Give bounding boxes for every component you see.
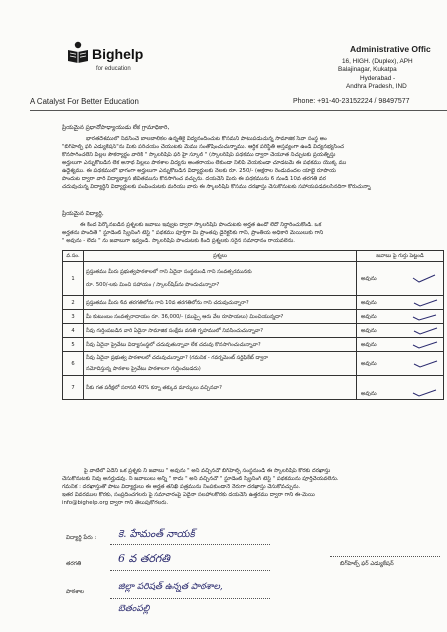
class-value[interactable]: 6 వ తరగతి xyxy=(118,552,170,565)
row-number: 7 xyxy=(63,376,84,400)
bighelp-logo-icon xyxy=(66,40,90,64)
para-line: "బిగ్‌హెల్ప్ ఫర్ ఎడ్యుకేషన్"ను మీకు పరిచయం చేయుటకు మేము సంతోషించుచున్నాము. ఆర్థిక పరిస్థితి అస్తవ్యంగా ఉండి విద్యనభ్యసించ xyxy=(62,144,345,150)
row-question xyxy=(84,376,357,400)
table-row xyxy=(63,376,444,400)
student-name-value[interactable]: కె. హేమంత్ నాయక్ xyxy=(118,529,195,540)
address-line: 16, HIGH. (Duplex), APH xyxy=(342,57,413,65)
address-line: Hyderabad - xyxy=(360,74,396,82)
address-line: Andhra Pradesh, IND xyxy=(346,83,407,91)
address-line: Balajinagar, Kukatpa xyxy=(338,66,397,74)
note-line: గమనిక : దరఖాస్తుతో పాటు విద్యార్థులు ఈ అర్హత తనిఖీ పత్రమును నింపకుండానే నేరుగా దరఖాస్తు చేసుకోవచ్చును. xyxy=(62,484,301,490)
tagline: A Catalyst For Better Education xyxy=(30,97,139,106)
question-line: నీవు ఏదైనా ప్రభుత్వ పాఠశాలలో చదువుచున్నావా? (గమనిక - గవర్నమెంట్ సర్టిఫికేట్ ద్వారా xyxy=(86,355,269,361)
answer-yes: అవును xyxy=(361,275,377,282)
salutation-headmaster: ప్రియమైన ప్రధానోపాధ్యాయుడు లేక గ్రామాధికారి, xyxy=(62,125,170,131)
para-line: చదువుచున్న విద్యార్థినీ విద్యార్థులకు పంపించుటకు మరియు వారు ఈ స్కాలర్‌షిప్ కోసము దరఖాస్తు చేసుకొనుటకు సహాయపడవలసినదిగా కోరుచున్నా xyxy=(62,184,371,190)
brand-name: Bighelp xyxy=(92,46,144,62)
school-line xyxy=(110,598,270,599)
para-line: అర్హులుగా ఎన్నుకోబడిన లేక అనాథ పిల్లలు పాఠశాల విద్యను అంతరాయం లేకుండా నిలిపి వేయకుండా చూడటమే ఈ పథకము యొక్క ము xyxy=(62,160,347,166)
contact-line: info@bighelp.org ద్వారా గాని తెలుపుకోగలరు. xyxy=(62,500,169,506)
school-value[interactable]: జిల్లా పరిషత్ ఉన్నత పాఠశాల, xyxy=(118,582,223,592)
table-row xyxy=(63,324,444,338)
para-line: భారతదేశములో నివసించే బాలబాలికల ఉన్నతికై విద్యనందించుట కోసమని పాటుపడుచున్న సామాజిక సేవా సంస్థ అం xyxy=(86,136,327,142)
question-line: నీకు గత పరీక్షలో సరాసరి 40% కన్నా తక్కువ మార్కులు వచ్చినవా? xyxy=(86,384,222,391)
row-number: 4 xyxy=(63,324,84,338)
answer-cell[interactable] xyxy=(357,296,444,310)
question-line: మీ కుటుంబం సంవత్సరాదాయం రూ. 36,000/- (ముప్పై ఆరు వేల రూపాయలు) మించియున్నదా? xyxy=(86,313,284,320)
note-line: పై వాటిలో ఏదేని ఒక ప్రశ్నకు నీ జవాబు " అవును " అని వచ్చినచో బిగ్‌హెల్ప్ సంస్థనుండి ఈ స్కాలర్‌షిప్ కొరకు దరఖాస్తు xyxy=(84,468,331,474)
row-number: 3 xyxy=(63,310,84,324)
handwritten-tick-icon xyxy=(411,298,441,308)
question-line: నీవు ఏదైనా ప్రైవేటు విద్యాసంస్థలో చదువుతున్నావా లేక చదువు కొనసాగించుచున్నావా? xyxy=(86,341,261,348)
class-label: తరగతి xyxy=(66,561,82,567)
para-line: ఈ కింద పేర్కొనబడిన ప్రశ్నలకు జవాబు ఇవ్వుట ద్వారా స్కాలర్‌షిప్ పొందుటకు అర్హత ఉందో లేదో నిర్ధారించుకోండి. ఒక xyxy=(80,222,322,228)
answer-yes: అవును xyxy=(361,299,377,306)
answer-cell[interactable] xyxy=(357,324,444,338)
row-question xyxy=(84,324,357,338)
table-row xyxy=(63,338,444,352)
answer-cell[interactable] xyxy=(357,338,444,352)
table-row xyxy=(63,262,444,296)
handwritten-tick-icon xyxy=(411,340,441,350)
answer-yes: అవును xyxy=(361,390,377,397)
eligibility-table xyxy=(62,250,444,400)
answer-cell[interactable] xyxy=(357,262,444,296)
school-label: పాఠశాల xyxy=(66,589,84,595)
answer-cell[interactable] xyxy=(357,352,444,376)
row-question xyxy=(84,338,357,352)
handwritten-tick-icon xyxy=(411,274,441,284)
table-row xyxy=(63,296,444,310)
para-line: పొందుట ద్వారా వారి విద్యాభ్యాస జీవితమును కొనసాగించ వచ్చును. దయచేసి మీరు ఈ పథకమును 6 నుండి 10వ తరగతి వర xyxy=(62,176,326,182)
col-header-serial: వ.సం. xyxy=(63,251,84,262)
row-number: 6 xyxy=(63,352,84,376)
salutation-student: ప్రియమైన విద్యార్థి, xyxy=(62,211,104,217)
office-title: Administrative Offic xyxy=(350,45,431,54)
question-line: రూ. 500/-లకు మించి సహాయం / స్కాలర్‌షిప్‌ను పొందుచున్నారా? xyxy=(86,282,220,288)
row-number: 2 xyxy=(63,296,84,310)
signature-label: బిగ్‌హెల్ప్ ఫర్ ఎడ్యుకేషన్ xyxy=(340,561,394,567)
question-line: నీవు గుర్తింపబడిన వారి ఏదైనా సామాజిక సంక్షేమ వసతి గృహములో నివసించుచున్నావా? xyxy=(86,327,263,334)
row-question xyxy=(84,296,357,310)
note-line: ఇతర వివరముల కొరకు, సంప్రదించగలరు పై సమాచారంపై ఏదైనా సలహాలకొరకు దయచేసి ఉత్తరము ద్వారా గాని ఈ-మెయి xyxy=(62,492,315,498)
para-line: కొనసాగించలేని పిల్లల సౌకర్యార్థం వారికి " స్కాలర్‌షిప్ ఫర్ హై స్కూల్ " (స్కాలర్‌షిప్ పథకము ద్వారా చేయూత నిచ్చుటకు ప్రయత్నిస్తు xyxy=(62,152,336,158)
row-number: 1 xyxy=(63,262,84,296)
para-line: అర్హతను పొందితే " స్టూడెంట్ స్క్రీనింగ్ టెస్ట్ " పథకము పూర్తిగా మీ ప్రాంతపు డైరెక్టర్‌కు గాని, ప్రాంతీయ అధికారి మెయిలుకు గాని xyxy=(62,230,324,236)
signature-line xyxy=(330,556,440,557)
row-question xyxy=(84,310,357,324)
answer-cell[interactable] xyxy=(357,310,444,324)
handwritten-tick-icon xyxy=(411,359,441,369)
answer-yes: అవును xyxy=(361,313,377,320)
answer-yes: అవును xyxy=(361,341,377,348)
student-name-label: విద్యార్థి పేరు : xyxy=(66,535,97,541)
para-line: ఉద్దేశ్యము. ఈ పథకములో భాగంగా అర్హులుగా ఎన్నుకోబడిన విద్యార్థులకు నెలకు రూ. 250/- (అక్షరాల రెండువందల యాభై రూపాయ xyxy=(62,168,336,174)
answer-cell[interactable] xyxy=(357,376,444,400)
handwritten-tick-icon xyxy=(411,388,441,398)
class-line xyxy=(110,570,270,571)
student-name-line xyxy=(110,544,270,545)
question-line: ప్రస్తుతము మీరు ప్రభుత్వపాఠశాలలో గాని ఏదైనా సంస్థనుండి గాని సంవత్సరమునకు xyxy=(86,269,252,275)
table-row xyxy=(63,310,444,324)
brand-subtitle: for education xyxy=(96,66,131,72)
answer-yes: అవును xyxy=(361,360,377,367)
table-header-row xyxy=(63,251,444,262)
table-row xyxy=(63,352,444,376)
col-header-answer: జవాబు పై గుర్తు పెట్టండి xyxy=(357,251,444,262)
row-number: 5 xyxy=(63,338,84,352)
col-header-questions: ప్రశ్నలు xyxy=(84,251,357,262)
row-question xyxy=(84,352,357,376)
handwritten-tick-icon xyxy=(411,312,441,322)
note-line: చేసుకొనుటకు నీవు అనర్హుడవు. నీ జవాబులు అన్నీ " కాదు " అని వచ్చినచో " స్టూడెంట్ స్క్రీనింగ్ టెస్ట్ " పథకమును పూర్తిచేయవలెను. xyxy=(62,476,339,482)
school-value-line2[interactable]: బెతంపల్లి xyxy=(118,604,150,614)
row-question xyxy=(84,262,357,296)
office-phone: Phone: +91-40-23152224 / 98497577 xyxy=(293,98,410,105)
question-line: ప్రస్తుతము మీరు 6వ తరగతిలోను గాని 10వ తరగతిలోను గాని చదువుచున్నారా? xyxy=(86,299,249,306)
office-address xyxy=(330,45,447,92)
answer-yes: అవును xyxy=(361,327,377,334)
header-divider xyxy=(30,110,447,111)
handwritten-tick-icon xyxy=(411,326,441,336)
question-line: నమోదిస్తున్న పాఠశాల ప్రైవేటు పాఠశాలగా గుర్తించబడదు) xyxy=(86,366,201,372)
para-line: " అవును - లేదు " ను జవాబుగా ఇవ్వండి. స్కాలర్‌షిప్ పొందుటకు కింది ప్రశ్నలకు సరైన సమాధానం రాయవలెను. xyxy=(62,238,295,244)
